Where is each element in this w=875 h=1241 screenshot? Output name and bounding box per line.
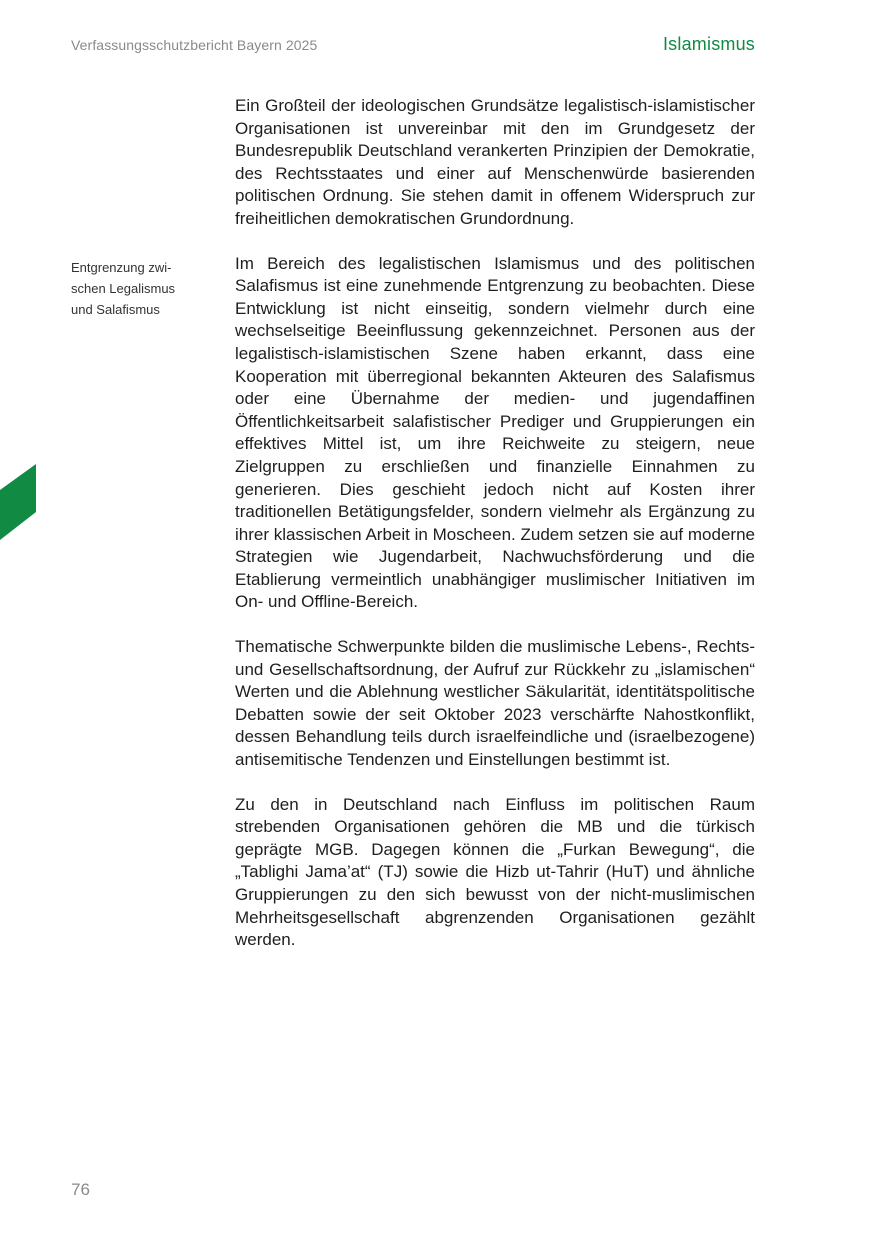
- body-paragraph: Zu den in Deutschland nach Einfluss im politischen Raum strebenden Organisationen gehören die MB und die türkisch geprägte MGB. Dagegen können die „Furkan Bewegung“, die „Tablighi Jama’at“ (TJ) sowie die Hizb ut-Tahrir (HuT) und ähnliche Gruppierungen zu den sich bewusst von der nicht-muslimischen Mehrheitsgesellschaft abgrenzenden Organisationen gezählt werden.: [235, 794, 755, 950]
- margin-note-line: schen Legalismus: [71, 281, 176, 296]
- margin-note-line: und Salafismus: [71, 302, 160, 317]
- chapter-title: Islamismus: [662, 34, 755, 54]
- page-number: 76: [71, 1180, 90, 1199]
- publication-title: Verfassungsschutzbericht Bayern 2025: [71, 37, 318, 53]
- margin-note-line: Entgrenzung zwi-: [71, 260, 172, 275]
- body-paragraph: Im Bereich des legalistischen Islamismus und des politischen Salafismus ist eine zunehmende Entgrenzung zu beobachten. Diese Entwicklung ist nicht einseitig, sondern vielmehr durch eine wechselseitige Beeinflussung gekennzeichnet. Personen aus der legalistisch-islamistischen Szene haben erkannt, dass eine Kooperation mit überregional bekannten Akteuren des Salafismus oder eine Übernahme der medien- und jugendaffinen Öffentlichkeitsarbeit salafistischer Prediger und Gruppierungen ein effektives Mittel ist, um ihre Reichweite zu steigern, neue Zielgruppen zu erschließen und finanzielle Einnahmen zu generieren. Dies geschieht jedoch nicht auf Kosten ihrer traditionellen Betätigungsfelder, sondern vielmehr als Ergänzung zu ihrer klassischen Arbeit in Moscheen. Zudem setzen sie auf moderne Strategien wie Jugendarbeit, Nachwuchsförderung und die Etablierung vermeintlich unabhängiger muslimischer Initiativen im On- und Offline-Bereich.: [235, 253, 755, 612]
- chapter-marker-tab: [0, 464, 36, 540]
- margin-note: [71, 257, 196, 320]
- body-paragraph: Ein Großteil der ideologischen Grundsätze legalistisch-islamistischer Organisationen ist unvereinbar mit den im Grundgesetz der Bundesrepublik Deutschland verankerten Prinzipien der Demokratie, des Rechtsstaates und einer auf Menschenwürde basierenden politischen Ordnung. Sie stehen damit in offenem Widerspruch zur freiheitlichen demokratischen Grundordnung.: [235, 96, 755, 228]
- body-paragraph: Thematische Schwerpunkte bilden die muslimische Lebens-, Rechts- und Gesellschaftsordnung, der Aufruf zur Rückkehr zu „islamischen“ Werten und die Ablehnung westlicher Säkularität, identitätspolitische Debatten sowie der seit Oktober 2023 verschärfte Nahostkonflikt, dessen Behandlung teils durch israelfeindliche und (israelbezogene) antisemitische Tendenzen und Einstellungen bestimmt ist.: [235, 637, 755, 770]
- body-text: [235, 95, 755, 974]
